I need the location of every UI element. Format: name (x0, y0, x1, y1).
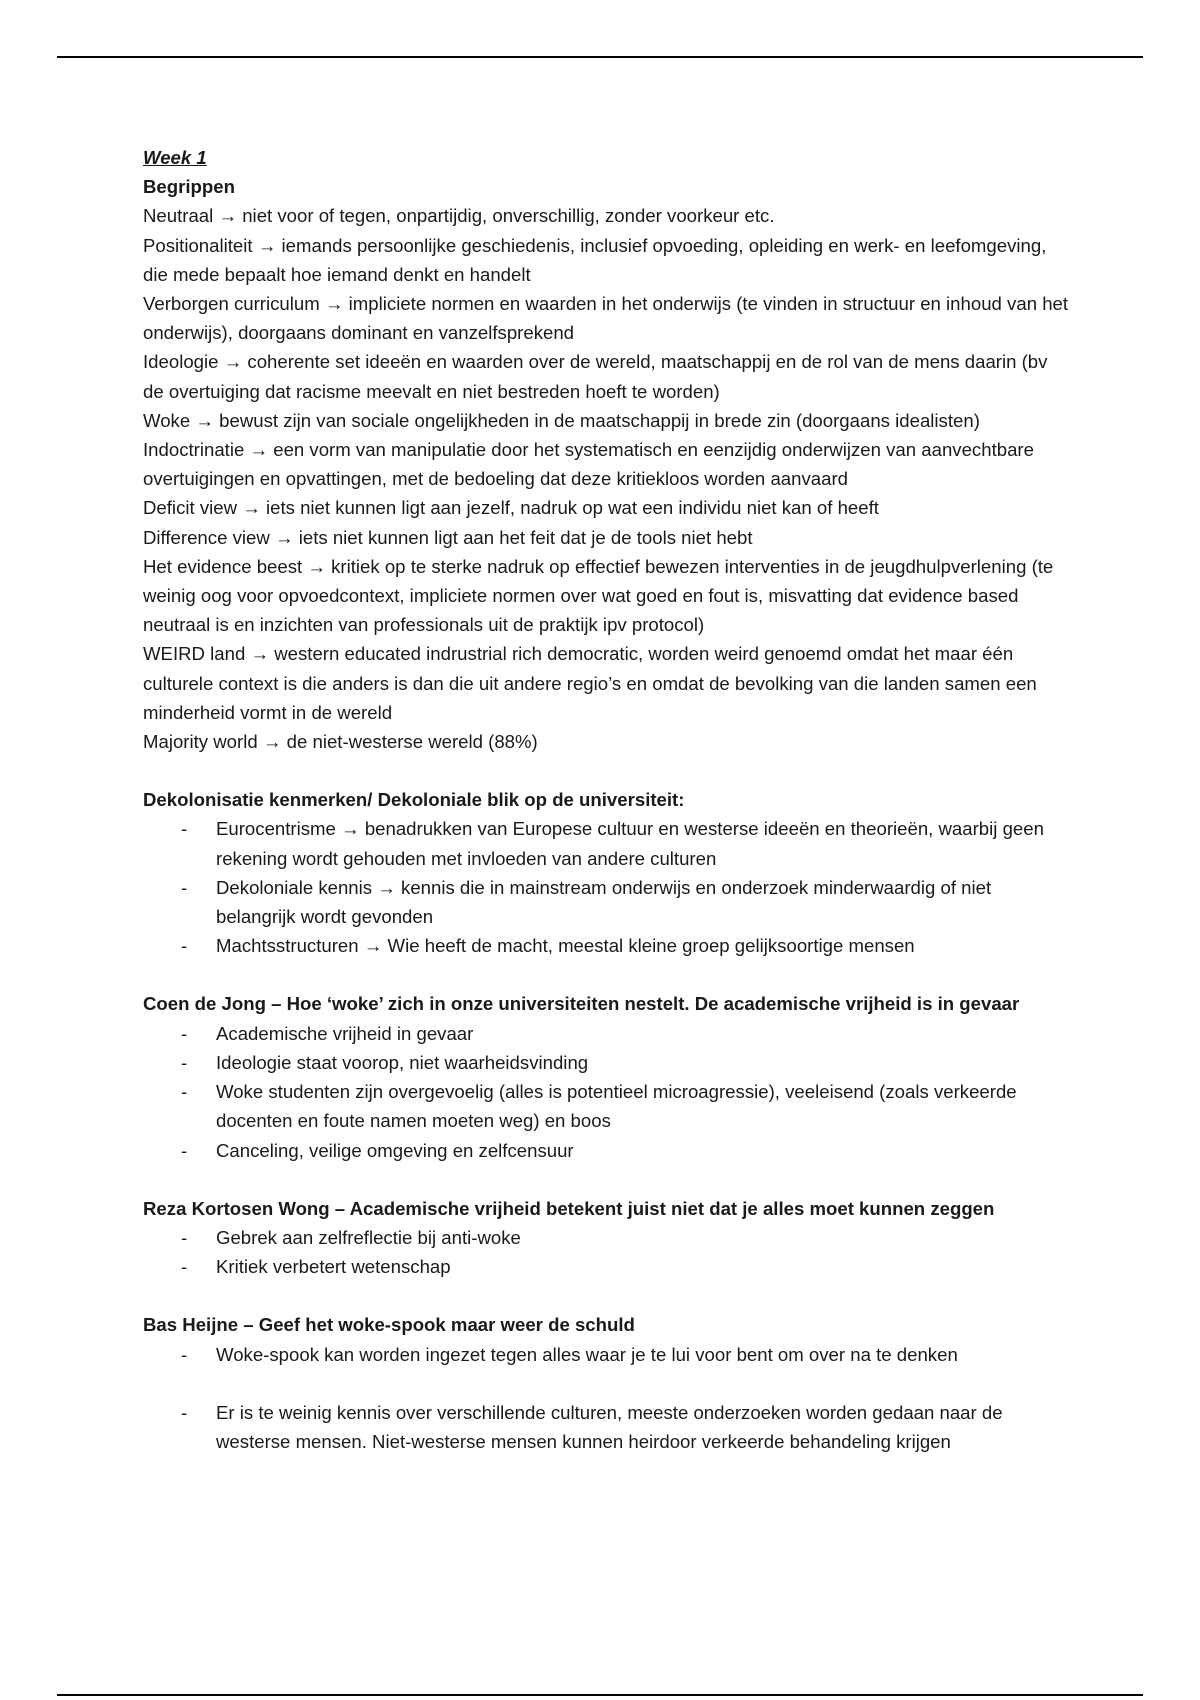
list-item: - Er is te weinig kennis over verschillende culturen, meeste onderzoeken worden gedaan naar de westerse mensen. Niet-westerse mensen kunnen heirdoor verkeerde behandeling krijgen (143, 1398, 1073, 1456)
definition: niet voor of tegen, onpartijdig, onverschillig, zonder voorkeur etc. (242, 205, 775, 227)
arrow-icon: → (269, 526, 299, 548)
dekolonisatie-list (143, 814, 1073, 960)
term: Neutraal (143, 205, 214, 227)
term: Positionaliteit (143, 234, 253, 256)
definition: coherente set ideeën en waarden over de wereld, maatschappij en de rol van de mens daarin (bv de overtuiging dat racisme meevalt en niet bestreden hoeft te worden) (143, 351, 1048, 402)
definition: iemands persoonlijke geschiedenis, inclusief opvoeding, opleiding en werk- en leefomgeving, die mede bepaalt hoe iemand denkt en handelt (143, 234, 1047, 285)
term: Difference view (143, 526, 270, 548)
definition: kennis die in mainstream onderwijs en onderzoek minderwaardig of niet belangrijk wordt gevonden (216, 876, 992, 928)
list-item (143, 289, 1073, 347)
document-page (143, 143, 1073, 1456)
reza-heading: Reza Kortosen Wong – Academische vrijheid betekent juist niet dat je alles moet kunnen zeggen (143, 1197, 995, 1219)
definition: iets niet kunnen ligt aan het feit dat je de tools niet hebt (298, 526, 753, 548)
arrow-icon: → (335, 818, 365, 840)
term: Woke (143, 409, 191, 431)
bas-list (143, 1340, 1073, 1369)
term: Het evidence beest (143, 555, 303, 577)
term: Eurocentrisme (216, 818, 336, 840)
list-item (143, 873, 1073, 931)
term: Machtsstructuren (216, 935, 359, 957)
arrow-icon: → (372, 876, 402, 898)
list-item: - Woke-spook kan worden ingezet tegen alles waar je te lui voor bent om over na te denken (143, 1340, 1073, 1369)
coen-heading: Coen de Jong – Hoe ‘woke’ zich in onze universiteiten nestelt. De academische vrijheid is in gevaar (143, 993, 1020, 1015)
arrow-icon: → (190, 409, 220, 431)
definition: een vorm van manipulatie door het systematisch en eenzijdig onderwijzen van aanvechtbare overtuigingen en opvattingen, met de bedoeling dat deze kritiekloos worden aanvaard (143, 439, 1034, 490)
definition: impliciete normen en waarden in het onderwijs (te vinden in structuur en inhoud van het onderwijs), doorgaans dominant en vanzelfsprekend (143, 293, 1069, 344)
term: Dekoloniale kennis (216, 876, 373, 898)
list-item (143, 639, 1073, 727)
term: Majority world (143, 731, 258, 753)
list-item (143, 523, 1073, 552)
coen-list (143, 1019, 1073, 1165)
list-item: - Woke studenten zijn overgevoelig (alles is potentieel microagressie), veeleisend (zoals verkeerde docenten en foute namen moeten weg) en boos (143, 1077, 1073, 1135)
list-item (143, 406, 1073, 435)
footer-rule (57, 1694, 1143, 1696)
dekolonisatie-heading: Dekolonisatie kenmerken/ Dekoloniale blik op de universiteit: (143, 789, 685, 811)
list-item (143, 814, 1073, 872)
list-item: - Kritiek verbetert wetenschap (143, 1252, 1073, 1281)
arrow-icon: → (244, 439, 274, 461)
arrow-icon: → (213, 205, 243, 227)
list-item: - Gebrek aan zelfreflectie bij anti-woke (143, 1223, 1073, 1252)
definition: kritiek op te sterke nadruk op effectief bewezen interventies in de jeugdhulpverlening (te weinig oog voor opvoedcontext, impliciete normen over wat goed en fout is, misvatting dat evidence based neutraal is en inzichten van professionals uit de praktijk ipv protocol) (143, 555, 1054, 636)
list-item (143, 493, 1073, 522)
definition: bewust zijn van sociale ongelijkheden in de maatschappij in brede zin (doorgaans idealisten) (219, 409, 980, 431)
reza-list (143, 1223, 1073, 1281)
definition: iets niet kunnen ligt aan jezelf, nadruk op wat een individu niet kan of heeft (265, 497, 879, 519)
arrow-icon: → (252, 234, 282, 256)
term: WEIRD land (143, 643, 246, 665)
definition: de niet-westerse wereld (88%) (286, 731, 538, 753)
definition: Wie heeft de macht, meestal kleine groep gelijksoortige mensen (387, 935, 915, 957)
week-title: Week 1 (143, 147, 207, 168)
term: Deficit view (143, 497, 238, 519)
term: Ideologie (143, 351, 219, 373)
list-item (143, 201, 1073, 230)
bas-extra-list (143, 1398, 1073, 1456)
bas-heading: Bas Heijne – Geef het woke-spook maar weer de schuld (143, 1314, 635, 1336)
arrow-icon: → (245, 643, 275, 665)
list-item (143, 931, 1073, 960)
definition: western educated indrustrial rich democratic, worden weird genoemd omdat het maar één culturele context is die anders is dan die uit andere regio’s en omdat de bevolking van die landen samen een minderheid vormt in de wereld (143, 643, 1037, 723)
arrow-icon: → (358, 935, 388, 957)
arrow-icon: → (257, 731, 287, 753)
list-item (143, 435, 1073, 493)
list-item (143, 347, 1073, 405)
arrow-icon: → (218, 351, 248, 373)
list-item (143, 552, 1073, 640)
term: Verborgen curriculum (143, 293, 320, 315)
arrow-icon: → (237, 497, 266, 519)
begrippen-heading: Begrippen (143, 176, 235, 198)
arrow-icon: → (319, 293, 349, 315)
begrippen-list (143, 201, 1073, 756)
list-item: - Academische vrijheid in gevaar (143, 1019, 1073, 1048)
list-item (143, 727, 1073, 756)
list-item: - Ideologie staat voorop, niet waarheidsvinding (143, 1048, 1073, 1077)
header-rule (57, 56, 1143, 58)
definition: benadrukken van Europese cultuur en westerse ideeën en theorieën, waarbij geen rekening wordt gehouden met invloeden van andere culturen (216, 818, 1044, 869)
list-item: - Canceling, veilige omgeving en zelfcensuur (143, 1136, 1073, 1165)
term: Indoctrinatie (143, 439, 245, 461)
arrow-icon: → (302, 555, 332, 577)
list-item (143, 231, 1073, 289)
